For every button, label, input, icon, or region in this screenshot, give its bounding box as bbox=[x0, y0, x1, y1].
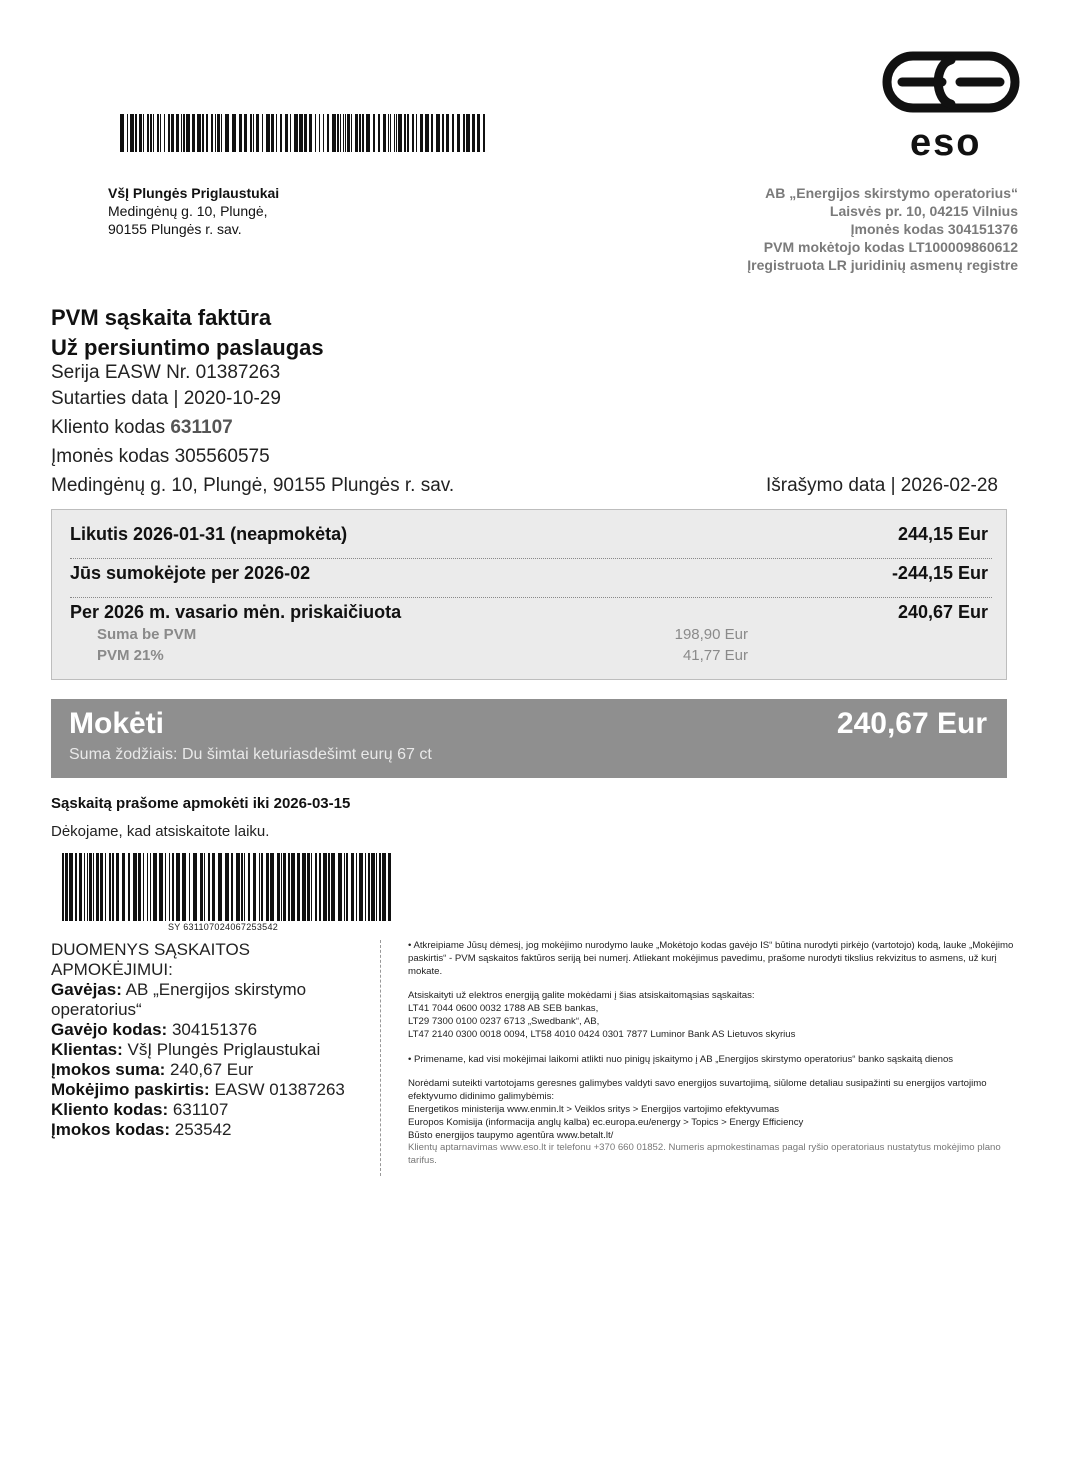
barcode-bar bbox=[368, 853, 370, 921]
barcode-bar bbox=[183, 114, 185, 152]
barcode-bar bbox=[202, 114, 204, 152]
barcode-bar bbox=[157, 114, 159, 152]
barcode-bar bbox=[412, 114, 414, 152]
barcode-bar bbox=[355, 114, 358, 152]
issue-date: Išrašymo data | 2026-02-28 bbox=[765, 475, 998, 496]
barcode-bar bbox=[221, 114, 222, 152]
barcode-bar bbox=[225, 114, 229, 152]
barcode-bar bbox=[483, 114, 485, 152]
barcode-bar bbox=[248, 853, 250, 921]
recipient-value: AB „Energijos skirstymo operatorius“ bbox=[51, 980, 307, 1019]
barcode-bar bbox=[378, 114, 380, 152]
barcode-bar bbox=[398, 114, 402, 152]
barcode-bar bbox=[244, 114, 247, 152]
sender-address-line2: 90155 Plungės r. sav. bbox=[108, 221, 242, 237]
barcode-bar bbox=[351, 114, 352, 152]
amount-in-words: Suma žodžiais: Du šimtai keturiasdešimt eurų 67 ct bbox=[69, 746, 432, 763]
barcode-bar bbox=[105, 853, 106, 921]
barcode-bar bbox=[362, 114, 364, 152]
client-code-label: Kliento kodas bbox=[51, 417, 171, 438]
note-efficiency-intro: Norėdami suteikti vartotojams geresnes galimybes valdyti savo energijos suvartojimą, siūlome detaliau susipažinti su energijos vartojimo efektyvumo didinimo galimybėmis: bbox=[408, 1078, 987, 1103]
operator-address: Laisvės pr. 10, 04215 Vilnius bbox=[829, 203, 1018, 219]
barcode-bar bbox=[431, 114, 433, 152]
barcode-bar bbox=[271, 114, 274, 152]
barcode-bar bbox=[304, 114, 307, 152]
barcode-bar bbox=[256, 114, 259, 152]
summary-row-charged bbox=[70, 602, 988, 623]
operator-name: AB „Energijos skirstymo operatorius“ bbox=[765, 185, 1018, 201]
note-account-luminor: LT47 2140 0300 0018 0094, LT58 4010 0424 0301 7877 Luminor Bank AS Lietuvos skyrius bbox=[408, 1028, 796, 1040]
barcode-bar bbox=[463, 114, 465, 152]
barcode-bar bbox=[109, 853, 111, 921]
invoice-title: PVM sąskaita faktūra bbox=[51, 305, 272, 330]
net-sum-amount: 198,90 Eur bbox=[674, 626, 748, 643]
paid-amount: -244,15 Eur bbox=[891, 563, 988, 583]
sender-name: VšĮ Plungės Priglaustukai bbox=[108, 185, 280, 201]
barcode-bar bbox=[277, 853, 280, 921]
barcode-bar bbox=[283, 853, 286, 921]
barcode-bar bbox=[169, 853, 170, 921]
barcode-bar bbox=[197, 114, 201, 152]
barcode-bar bbox=[116, 853, 119, 921]
note-link-betalt: Būsto energijos taupymo agentūra www.betalt.lt/ bbox=[408, 1129, 614, 1141]
barcode-bar bbox=[280, 114, 282, 152]
sender-block bbox=[108, 184, 279, 238]
operator-block bbox=[747, 184, 1018, 274]
barcode-bar bbox=[93, 853, 94, 921]
barcode-bar bbox=[379, 853, 381, 921]
barcode-bar bbox=[186, 114, 190, 152]
barcode-bar bbox=[388, 853, 391, 921]
client-line bbox=[51, 1040, 361, 1060]
summary-row-paid bbox=[70, 563, 988, 584]
barcode-bar bbox=[366, 114, 370, 152]
barcode-bar bbox=[371, 853, 375, 921]
barcode-bar bbox=[225, 853, 229, 921]
payment-code-line bbox=[51, 1120, 361, 1140]
barcode-bar bbox=[344, 853, 345, 921]
barcode-bar bbox=[307, 853, 310, 921]
barcode-bar bbox=[250, 114, 252, 152]
charged-amount: 240,67 Eur bbox=[897, 602, 988, 622]
barcode-bar bbox=[315, 853, 317, 921]
barcode-bar bbox=[153, 114, 154, 152]
net-sum-label: Suma be PVM bbox=[97, 626, 197, 643]
barcode-bar bbox=[407, 114, 409, 152]
barcode-bar bbox=[466, 114, 470, 152]
barcode-bar bbox=[153, 853, 157, 921]
invoice-series: Serija EASW Nr. 01387263 bbox=[51, 362, 281, 383]
barcode-bar bbox=[236, 853, 240, 921]
barcode-bar bbox=[281, 853, 282, 921]
barcode-caption: SY 631107024067253542 bbox=[168, 922, 279, 932]
barcode-bar bbox=[388, 114, 389, 152]
recipient-code-value: 304151376 bbox=[167, 1020, 258, 1039]
divider bbox=[70, 597, 992, 598]
barcode-bar bbox=[347, 114, 350, 152]
barcode-bar bbox=[291, 853, 295, 921]
barcode-bar bbox=[331, 853, 335, 921]
sender-address-line1: Medingėnų g. 10, Plungė, bbox=[108, 203, 268, 219]
barcode-bar bbox=[204, 853, 205, 921]
client-code-value: 631107 bbox=[170, 417, 233, 438]
barcode-bar bbox=[133, 853, 137, 921]
payment-barcode bbox=[62, 853, 394, 921]
note-link-europa: Europos Komisija (informacija anglų kalba) ec.europa.eu/energy > Topics > Energy Efficiency bbox=[408, 1116, 804, 1128]
barcode-bar bbox=[135, 114, 137, 152]
recipient-line bbox=[51, 980, 361, 1020]
note-accounts-intro: Atsiskaityti už elektros energiją galite mokėdami į šias atsiskaitomąsias sąskaitas: bbox=[408, 990, 755, 1002]
operator-registry: Įregistruota LR juridinių asmenų registre bbox=[747, 257, 1018, 273]
contract-date: Sutarties data | 2020-10-29 bbox=[51, 388, 281, 409]
barcode-bar bbox=[337, 114, 339, 152]
barcode-bar bbox=[165, 853, 166, 921]
barcode-bar bbox=[442, 114, 444, 152]
barcode-bar bbox=[359, 853, 363, 921]
column-separator bbox=[380, 940, 381, 1176]
barcode-bar bbox=[346, 853, 348, 921]
barcode-bar bbox=[376, 853, 377, 921]
barcode-bar bbox=[147, 114, 149, 152]
purpose-value: EASW 01387263 bbox=[209, 1080, 345, 1099]
barcode-bar bbox=[100, 853, 103, 921]
barcode-bar bbox=[351, 853, 354, 921]
company-code: Įmonės kodas 305560575 bbox=[51, 446, 270, 467]
barcode-bar bbox=[200, 853, 203, 921]
note-customer-service: Klientų aptarnavimas www.eso.lt ir telefonu +370 660 01852. Numeris apmokestinamas pagal ryšio operatoriaus nustatytus mokėjimo plano tarifus. bbox=[408, 1142, 1001, 1167]
purpose-label: Mokėjimo paskirtis: bbox=[51, 1080, 210, 1099]
barcode-bar bbox=[382, 853, 386, 921]
barcode-bar bbox=[328, 853, 330, 921]
barcode-bar bbox=[294, 114, 298, 152]
barcode-bar bbox=[420, 114, 423, 152]
barcode-bar bbox=[192, 114, 195, 152]
barcode-bar bbox=[172, 853, 174, 921]
barcode-bar bbox=[383, 114, 386, 152]
barcode-bar bbox=[79, 853, 82, 921]
barcode-bar bbox=[290, 114, 291, 152]
barcode-bar bbox=[62, 853, 64, 921]
amount-label: Įmokos suma: bbox=[51, 1060, 166, 1079]
barcode-bar bbox=[338, 853, 342, 921]
barcode-bar bbox=[396, 114, 397, 152]
balance-summary bbox=[51, 509, 1007, 680]
due-date: Sąskaitą prašome apmokėti iki 2026-03-15 bbox=[51, 795, 351, 812]
barcode-bar bbox=[266, 853, 269, 921]
barcode-bar bbox=[239, 114, 242, 152]
barcode-bar bbox=[65, 853, 68, 921]
barcode-bar bbox=[416, 114, 417, 152]
barcode-bar bbox=[75, 853, 77, 921]
barcode-bar bbox=[241, 853, 243, 921]
barcode-bar bbox=[212, 853, 215, 921]
barcode-bar bbox=[159, 853, 163, 921]
payment-client-code-label: Kliento kodas: bbox=[51, 1100, 169, 1119]
barcode-bar bbox=[122, 853, 125, 921]
payment-client-code-line bbox=[51, 1100, 361, 1120]
barcode-bar bbox=[176, 853, 180, 921]
paid-label: Jūs sumokėjote per 2026-02 bbox=[70, 563, 311, 583]
barcode-bar bbox=[87, 853, 88, 921]
barcode-bar bbox=[128, 853, 130, 921]
logo-text: eso bbox=[910, 122, 982, 164]
barcode-bar bbox=[299, 114, 303, 152]
barcode-bar bbox=[288, 853, 290, 921]
barcode-bar bbox=[231, 853, 233, 921]
barcode-bar bbox=[139, 114, 142, 152]
recipient-code-label: Gavėjo kodas: bbox=[51, 1020, 168, 1039]
barcode-bar bbox=[345, 114, 346, 152]
barcode-bar bbox=[217, 114, 220, 152]
barcode-bar bbox=[253, 853, 256, 921]
barcode-bar bbox=[359, 114, 361, 152]
barcode-bar bbox=[302, 853, 306, 921]
barcode-bar bbox=[446, 114, 449, 152]
barcode-bar bbox=[120, 114, 124, 152]
barcode-bar bbox=[232, 114, 236, 152]
barcode-bar bbox=[69, 853, 73, 921]
barcode-bar bbox=[89, 853, 92, 921]
barcode-bar bbox=[253, 114, 254, 152]
pay-label: Mokėti bbox=[69, 707, 165, 740]
barcode-bar bbox=[472, 114, 475, 152]
top-barcode bbox=[120, 114, 486, 152]
operator-company-code: Įmonės kodas 304151376 bbox=[850, 221, 1018, 237]
barcode-bar bbox=[311, 853, 312, 921]
client-value: VšĮ Plungės Priglaustukai bbox=[122, 1040, 321, 1059]
barcode-bar bbox=[208, 853, 210, 921]
barcode-bar bbox=[193, 853, 197, 921]
barcode-bar bbox=[315, 114, 316, 152]
barcode-bar bbox=[143, 853, 144, 921]
barcode-bar bbox=[147, 853, 148, 921]
barcode-bar bbox=[327, 114, 329, 152]
barcode-bar bbox=[164, 114, 165, 152]
barcode-bar bbox=[181, 114, 182, 152]
vat-amount: 41,77 Eur bbox=[682, 647, 748, 664]
barcode-bar bbox=[266, 114, 270, 152]
payment-code-value: 253542 bbox=[170, 1120, 232, 1139]
recipient-code-line bbox=[51, 1020, 361, 1040]
barcode-bar bbox=[171, 114, 174, 152]
divider bbox=[70, 558, 992, 559]
note-payment-timing: • Primename, kad visi mokėjimai laikomi atlikti nuo pinigų įskaitymo į AB „Energijos skirstymo operatorius“ banko sąskaitą dienos bbox=[408, 1053, 954, 1065]
balance-label: Likutis 2026-01-31 (neapmokėta) bbox=[70, 524, 348, 544]
barcode-bar bbox=[365, 853, 366, 921]
payment-code-label: Įmokos kodas: bbox=[51, 1120, 171, 1139]
barcode-bar bbox=[343, 114, 344, 152]
barcode-bar bbox=[176, 114, 179, 152]
note-account-swedbank: LT29 7300 0100 0237 6713 „Swedbank“, AB, bbox=[408, 1015, 600, 1027]
payment-notes bbox=[408, 940, 1018, 1168]
barcode-bar bbox=[457, 114, 460, 152]
barcode-bar bbox=[356, 853, 357, 921]
barcode-bar bbox=[297, 853, 300, 921]
barcode-bar bbox=[323, 853, 327, 921]
charged-label: Per 2026 m. vasario mėn. priskaičiuota bbox=[70, 602, 402, 622]
barcode-bar bbox=[262, 114, 263, 152]
barcode-bar bbox=[138, 853, 141, 921]
vat-label: PVM 21% bbox=[97, 647, 164, 664]
thanks-note: Dėkojame, kad atsiskaitote laiku. bbox=[51, 823, 270, 840]
note-mandatory-fields: • Atkreipiame Jūsų dėmesį, jog mokėjimo nurodymo lauke „Mokėtojo kodas gavėjo IS“ būtina nurodyti pirkėjo (vartotojo) kodą, lauke „Mokėjimo paskirtis“ - PVM sąskaitos faktūros seriją bei numerį. Atliekant mokėjimus pavedimu, prašome nurodyti tikslius rekvizitus to asmens, už kurį mokate. bbox=[408, 940, 1014, 977]
barcode-bar bbox=[96, 853, 99, 921]
barcode-bar bbox=[206, 114, 208, 152]
recipient-label: Gavėjas: bbox=[51, 980, 122, 999]
pay-amount: 240,67 Eur bbox=[836, 707, 987, 740]
barcode-bar bbox=[404, 114, 406, 152]
barcode-bar bbox=[340, 114, 341, 152]
barcode-bar bbox=[285, 114, 288, 152]
barcode-bar bbox=[215, 114, 216, 152]
barcode-bar bbox=[127, 114, 128, 152]
client-address: Medingėnų g. 10, Plungė, 90155 Plungės r. sav. bbox=[51, 475, 455, 496]
barcode-bar bbox=[150, 114, 152, 152]
amount-value: 240,67 Eur bbox=[165, 1060, 254, 1079]
amount-line bbox=[51, 1060, 361, 1080]
payment-details bbox=[51, 940, 361, 1140]
summary-row-balance bbox=[70, 524, 988, 545]
barcode-bar bbox=[150, 853, 151, 921]
barcode-bar bbox=[244, 853, 245, 921]
barcode-bar bbox=[84, 853, 85, 921]
barcode-bar bbox=[373, 114, 375, 152]
barcode-bar bbox=[189, 853, 190, 921]
barcode-bar bbox=[143, 114, 144, 152]
purpose-line bbox=[51, 1080, 361, 1100]
operator-vat-code: PVM mokėtojo kodas LT100009860612 bbox=[763, 239, 1018, 255]
barcode-bar bbox=[130, 114, 134, 152]
balance-amount: 244,15 Eur bbox=[897, 524, 988, 544]
barcode-bar bbox=[323, 114, 324, 152]
barcode-bar bbox=[319, 853, 321, 921]
client-label: Klientas: bbox=[51, 1040, 123, 1059]
barcode-bar bbox=[436, 114, 440, 152]
client-code-line bbox=[51, 417, 233, 439]
invoice-subtitle: Už persiuntimo paslaugas bbox=[51, 335, 324, 360]
barcode-bar bbox=[270, 853, 274, 921]
barcode-bar bbox=[168, 114, 170, 152]
barcode-bar bbox=[261, 853, 263, 921]
barcode-bar bbox=[160, 114, 161, 152]
note-account-seb: LT41 7044 0600 0032 1788 AB SEB bankas, bbox=[408, 1003, 599, 1015]
barcode-bar bbox=[112, 853, 114, 921]
barcode-bar bbox=[211, 114, 213, 152]
barcode-bar bbox=[182, 853, 186, 921]
barcode-bar bbox=[452, 114, 454, 152]
amount-due-banner bbox=[51, 699, 1007, 778]
barcode-bar bbox=[218, 853, 222, 921]
barcode-bar bbox=[309, 114, 312, 152]
barcode-bar bbox=[319, 114, 320, 152]
note-link-enmin: Energetikos ministerija www.enmin.lt > Veiklos sritys > Energijos vartojimo efektyvumas bbox=[408, 1103, 780, 1115]
barcode-bar bbox=[390, 114, 391, 152]
barcode-bar bbox=[259, 853, 260, 921]
barcode-bar bbox=[276, 114, 277, 152]
payment-details-heading: DUOMENYS SĄSKAITOS APMOKĖJIMUI: bbox=[51, 940, 251, 979]
barcode-bar bbox=[477, 114, 480, 152]
payment-client-code-value: 631107 bbox=[168, 1100, 229, 1119]
barcode-bar bbox=[394, 114, 395, 152]
barcode-bar bbox=[332, 114, 336, 152]
barcode-bar bbox=[425, 114, 429, 152]
